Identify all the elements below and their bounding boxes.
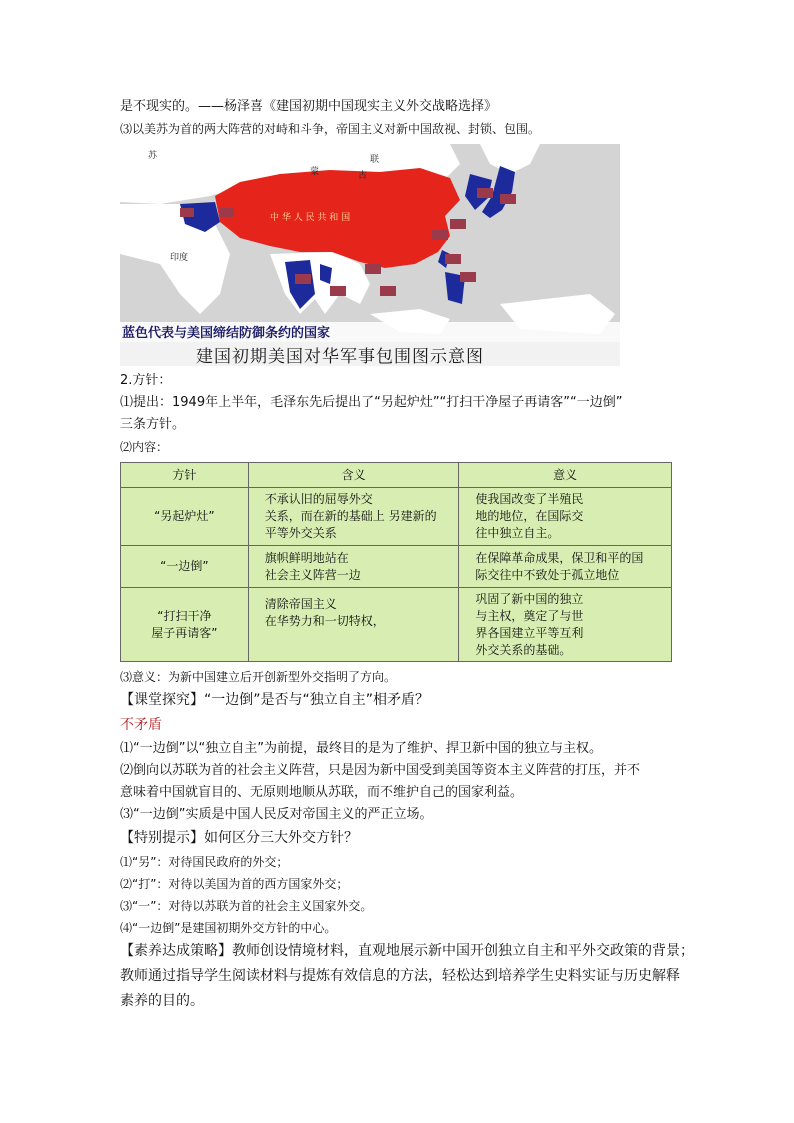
table-header-row (121, 463, 672, 488)
significance-cell: 巩固了新中国的独立 与主权，奠定了与世 界各国建立平等互利 外交关系的基础。 (459, 588, 672, 662)
tip-2: ⑵“打”：对待以美国为首的西方国家外交； (120, 877, 349, 891)
significance-cell: 使我国改变了半殖民 地的地位，在国际交 往中独立自主。 (459, 488, 672, 546)
map-legend: 蓝色代表与美国缔结防御条约的国家 (122, 326, 331, 341)
map-label-meng: 蒙 (310, 167, 320, 177)
explore-point-3: ⑶“一边倒”实质是中国人民反对帝国主义的严正立场。 (120, 807, 433, 822)
s2-1-line-b: 三条方针。 (120, 417, 186, 432)
flag-marker (460, 272, 476, 282)
flag-marker (295, 274, 311, 284)
point-3: ⑶以美苏为首的两大阵营的对峙和斗争，帝国主义对新中国敌视、封锁、包围。 (120, 122, 541, 136)
document-page (120, 96, 694, 1014)
header-significance: 意义 (459, 463, 672, 488)
flag-marker (477, 188, 493, 198)
flag-marker (432, 230, 448, 240)
explore-point-1: ⑴“一边倒”以“独立自主”为前提，最终目的是为了维护、捍卫新中国的独立与主权。 (120, 741, 602, 756)
explore-point-2b: 意味着中国就盲目的、无原则地顺从苏联，而不维护自己的国家利益。 (120, 785, 524, 800)
tip-question: 【特别提示】如何区分三大外交方针？ (120, 830, 358, 846)
tip-3: ⑶“一”：对待以苏联为首的社会主义国家外交。 (120, 899, 373, 913)
policy-cell: “另起炉灶” (121, 488, 249, 546)
policy-cell: “一边倒” (121, 546, 249, 588)
flag-marker (220, 208, 234, 217)
intro-line: 是不现实的。——杨泽喜《建国初期中国现实主义外交战略选择》 (120, 99, 498, 114)
meaning-cell: 不承认旧的屈辱外交 关系，而在新的基础上 另建新的 平等外交关系 (248, 488, 459, 546)
strategy-line-b: 教师通过指导学生阅读材料与提炼有效信息的方法，轻松达到培养学生史料实证与历史解释 (120, 968, 680, 984)
flag-marker (365, 264, 381, 274)
table-row (121, 546, 672, 588)
section-2-heading: 2.方针： (120, 373, 172, 388)
explore-question: 【课堂探究】“一边倒”是否与“独立自主”相矛盾？ (120, 692, 430, 708)
encirclement-map (120, 144, 620, 366)
map-caption: 建国初期美国对华军事包围图示意图 (196, 347, 484, 367)
flag-marker (500, 194, 516, 204)
s2-2: ⑵内容： (120, 440, 169, 454)
header-meaning: 含义 (248, 463, 459, 488)
header-policy: 方针 (121, 463, 249, 488)
map-label-lian: 联 (370, 155, 380, 165)
flag-marker (180, 208, 194, 217)
s2-1-line-a: ⑴提出：1949年上半年，毛泽东先后提出了“另起炉灶”“打扫干净屋子再请客”“一边倒” (120, 395, 623, 410)
strategy-line-c: 素养的目的。 (120, 993, 204, 1009)
meaning-cell: 清除帝国主义 在华势力和一切特权， (248, 588, 459, 662)
tip-4: ⑷“一边倒”是建国初期外交方针的中心。 (120, 921, 337, 935)
flag-marker (330, 286, 346, 296)
explore-point-2a: ⑵倒向以苏联为首的社会主义阵营，只是因为新中国受到美国等资本主义阵营的打压，并不 (120, 763, 641, 778)
significance-cell: 在保障革命成果，保卫和平的国 际交往中不致处于孤立地位 (459, 546, 672, 588)
s2-3: ⑶意义：为新中国建立后开创新型外交指明了方向。 (120, 670, 397, 684)
map-label-gu: 古 (358, 171, 368, 181)
explore-answer: 不矛盾 (120, 717, 162, 733)
map-label-su: 苏 (148, 151, 158, 161)
flag-marker (380, 286, 396, 296)
policy-cell: “打扫干净 屋子再请客” (121, 588, 249, 662)
strategy-line-a: 【素养达成策略】教师创设情境材料，直观地展示新中国开创独立自主和平外交政策的背景； (120, 943, 694, 959)
map-label-india: 印度 (170, 253, 189, 263)
table-row (121, 588, 672, 662)
flag-marker (445, 254, 461, 264)
meaning-cell: 旗帜鲜明地站在 社会主义阵营一边 (248, 546, 459, 588)
table-row (121, 488, 672, 546)
policy-table (120, 462, 672, 662)
flag-marker (450, 219, 466, 229)
tip-1: ⑴“另”：对待国民政府的外交； (120, 855, 289, 869)
map-label-prc: 中 华 人 民 共 和 国 (270, 213, 351, 223)
